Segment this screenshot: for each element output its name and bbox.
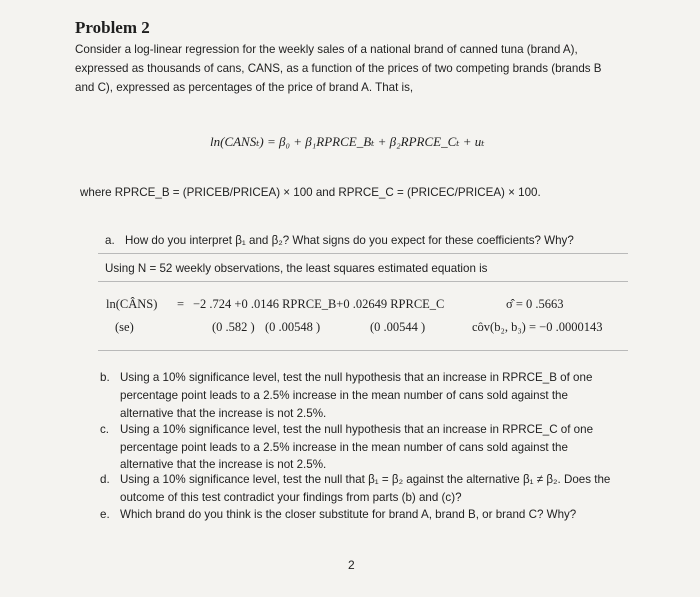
part-e-label: e. — [100, 508, 110, 521]
part-c-label: c. — [100, 423, 110, 436]
model-equation: ln(CANSₜ) = β₀ + β₁RPRCE_Bₜ + β₂RPRCE_Cₜ + uₜ — [210, 134, 485, 149]
obs-line: Using N = 52 weekly observations, the least squares estimated equation is — [105, 262, 488, 275]
se-intercept: (0 .582 ) — [212, 320, 255, 334]
estimated-eq-sign: = — [177, 297, 185, 311]
intro-line-2: expressed as thousands of cans, CANS, as a function of the prices of two competing brands (brands B — [75, 62, 602, 75]
divider-estimate-bottom — [98, 350, 628, 351]
sigma-hat: σ̂ = 0 .5663 — [506, 297, 564, 311]
se-rprce-c: (0 .00544 ) — [370, 320, 426, 334]
part-b-line-1: Using a 10% significance level, test the null hypothesis that an increase in RPRCE_B of one — [120, 371, 593, 384]
part-d — [100, 470, 610, 489]
part-d-line-2: outcome of this test contradict your findings from parts (b) and (c)? — [120, 491, 462, 504]
intro-line-1: Consider a log-linear regression for the weekly sales of a national brand of canned tuna (brand A), — [75, 43, 578, 56]
part-d-label: d. — [100, 473, 110, 486]
part-b-label: b. — [100, 371, 110, 384]
divider-top — [98, 253, 628, 254]
cov-estimate: côv(b₂, b₃) = −0 .0000143 — [472, 320, 603, 334]
intro-line-3: and C), expressed as percentages of the price of brand A. That is, — [75, 81, 414, 94]
part-c — [100, 420, 593, 439]
part-a-question: How do you interpret β₁ and β₂? What signs do you expect for these coefficients? Why? — [125, 234, 574, 247]
divider-estimate-top — [98, 281, 628, 282]
part-c-line-2: percentage point leads to a 2.5% increase in the mean number of cans sold against the — [120, 441, 568, 454]
part-c-line-3: alternative that the increase is not 2.5%. — [120, 458, 327, 471]
part-b-line-3: alternative that the increase is not 2.5%. — [120, 407, 327, 420]
part-e-line-1: Which brand do you think is the closer substitute for brand A, brand B, or brand C? Why? — [120, 508, 577, 521]
part-a-label: a. — [105, 234, 115, 247]
part-c-line-1: Using a 10% significance level, test the null hypothesis that an increase in RPRCE_C of one — [120, 423, 594, 436]
part-b-line-2: percentage point leads to a 2.5% increase in the mean number of cans sold against the — [120, 389, 568, 402]
where-line: where RPRCE_B = (PRICEB/PRICEA) × 100 and RPRCE_C = (PRICEC/PRICEA) × 100. — [80, 186, 541, 199]
part-d-line-1: Using a 10% significance level, test the null that β₁ = β₂ against the alternative β₁ ≠ β₂. Does the — [120, 473, 611, 486]
estimated-lhs: ln(CÂNS) — [106, 297, 158, 311]
estimated-rhs: −2 .724 +0 .0146 RPRCE_B+0 .02649 RPRCE_C — [193, 297, 445, 311]
part-b — [100, 368, 592, 387]
se-rprce-b: (0 .00548 ) — [265, 320, 321, 334]
part-e — [100, 505, 576, 524]
page-number: 2 — [348, 558, 355, 572]
se-label: (se) — [115, 320, 134, 334]
part-a — [105, 231, 574, 250]
problem-title: Problem 2 — [75, 18, 150, 37]
